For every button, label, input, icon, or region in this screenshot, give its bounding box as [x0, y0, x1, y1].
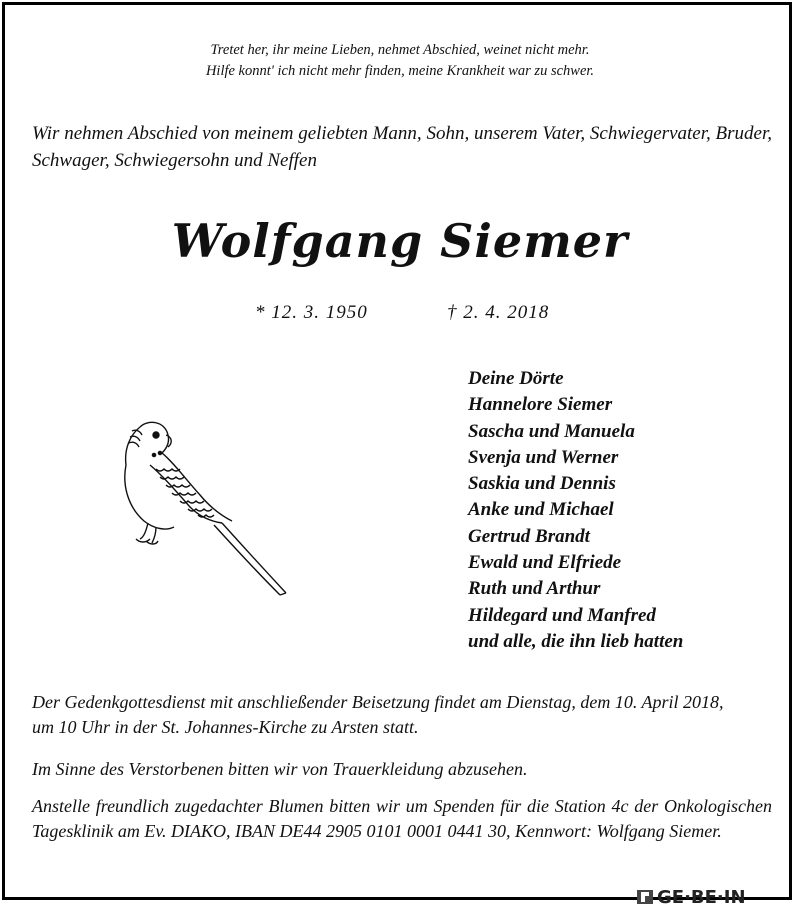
- budgie-illustration: [110, 415, 295, 600]
- mourner-name: Saskia und Dennis: [468, 473, 616, 495]
- mourner-name: Anke und Michael: [468, 499, 614, 521]
- death-date: † 2. 4. 2018: [447, 302, 550, 323]
- mourner-name: Ruth und Arthur: [468, 578, 601, 600]
- publisher-logo: [636, 886, 796, 908]
- logo-text: GE·BE·IN: [657, 886, 746, 908]
- donation-note: Anstelle freundlich zugedachter Blumen bitten wir um Spenden für die Station 4c der Onkologischen Tagesklinik am Ev. DIAKO, IBAN DE44 2905 0101 0001 0441 30, Kennwort: Wolfgang Siemer.: [32, 796, 772, 841]
- mourner-name: Sascha und Manuela: [468, 420, 635, 442]
- clothing-note: Im Sinne des Verstorbenen bitten wir von Trauerkleidung abzusehen.: [32, 759, 528, 779]
- mourner-name: Gertrud Brandt: [468, 525, 590, 547]
- farewell-intro: Wir nehmen Abschied von meinem geliebten Mann, Sohn, unserem Vater, Schwiegervater, Bruder, Schwager, Schwiegersohn und Neffen: [32, 123, 772, 171]
- service-line-1: Der Gedenkgottesdienst mit anschließender Beisetzung findet am Dienstag, dem 10. April 2018,: [32, 692, 724, 712]
- mourner-name: Deine Dörte: [468, 368, 564, 389]
- service-line-2: um 10 Uhr in der St. Johannes-Kirche zu Arsten statt.: [32, 717, 419, 737]
- memorial-verse: [0, 40, 800, 82]
- verse-line-1: Tretet her, ihr meine Lieben, nehmet Abschied, weinet nicht mehr.: [210, 42, 590, 58]
- mourner-name: und alle, die ihn lieb hatten: [468, 630, 684, 652]
- mourner-name: Hildegard und Manfred: [468, 604, 656, 626]
- logo-mark-icon: [636, 888, 654, 906]
- birth-date: * 12. 3. 1950: [255, 302, 368, 323]
- verse-line-2: Hilfe konnt' ich nicht mehr finden, meine Krankheit war zu schwer.: [205, 63, 595, 79]
- deceased-name: Wolfgang Siemer: [171, 214, 629, 268]
- mourner-name: Hannelore Siemer: [468, 394, 613, 416]
- service-announcement: [32, 690, 772, 740]
- mourner-name: Ewald und Elfriede: [468, 552, 622, 574]
- mourners-list: [468, 366, 683, 655]
- mourner-name: Svenja und Werner: [468, 446, 619, 468]
